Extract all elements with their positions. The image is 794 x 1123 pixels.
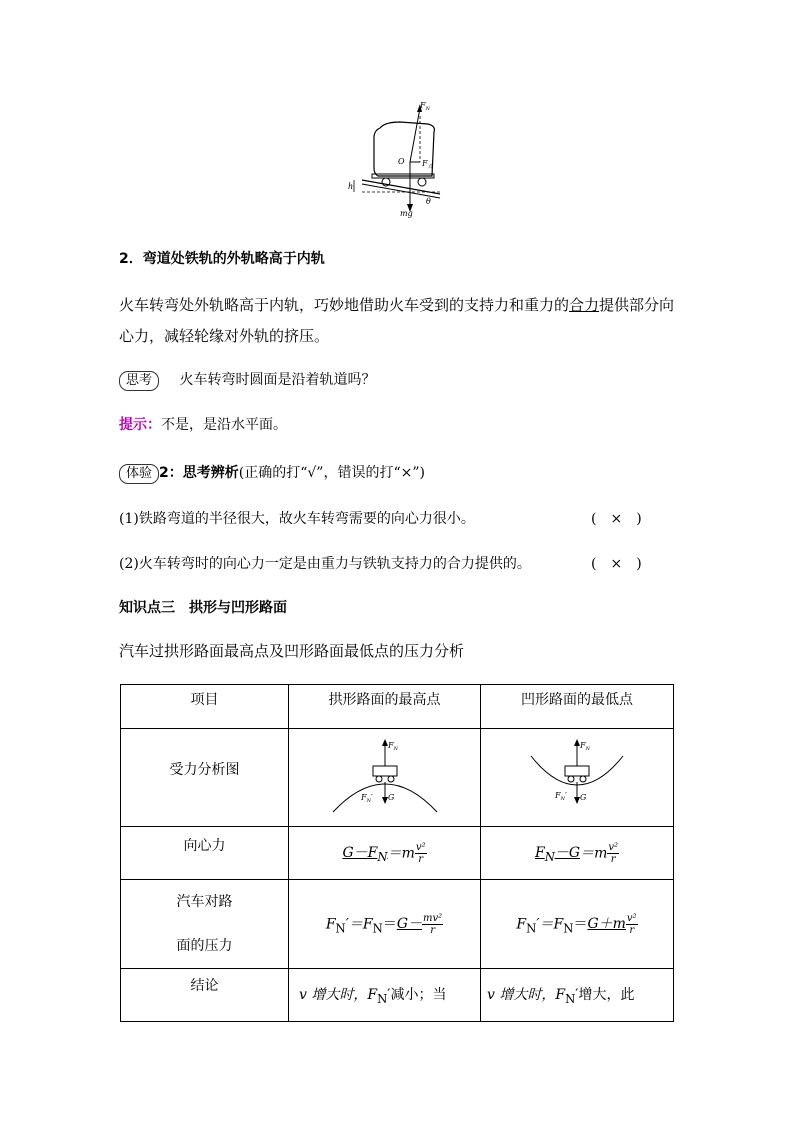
judge-answer-1: ( × ) xyxy=(591,511,642,527)
judge-item-2: (2)火车转弯时的向心力一定是由重力与铁轨支持力的合力提供的。 xyxy=(119,556,531,572)
experience-row xyxy=(119,462,425,484)
svg-text:F合: $F_合$ xyxy=(422,159,433,170)
pressure-arch-formula: $F_N'=F_N=G-$ $\frac{\text{mv²}}{r}$ xyxy=(289,880,481,969)
svg-text:G: G xyxy=(387,792,394,802)
svg-text:FN: $F_N$ xyxy=(420,101,430,112)
table-header-row xyxy=(121,685,674,729)
centripetal-label: 向心力 xyxy=(121,827,289,880)
svg-text:G: G xyxy=(580,792,587,802)
conclusion-concave: v 增大时，$F_N'$增大，此 xyxy=(481,969,674,1022)
judge-answer-2: ( × ) xyxy=(591,556,642,572)
concave-diagram-cell xyxy=(481,729,674,827)
train-banked-track-figure xyxy=(340,96,458,218)
think-row xyxy=(119,369,375,391)
hint-label: 提示： xyxy=(119,417,161,433)
think-tag: 思考 xyxy=(119,371,159,391)
experience-title: 2：思考辨析 xyxy=(159,465,239,481)
svg-text:FN′: $F_N'$ xyxy=(555,790,567,802)
fhe-label: F xyxy=(422,159,428,168)
intro-text: 汽车过拱形路面最高点及凹形路面最低点的压力分析 xyxy=(119,642,465,660)
svg-text:FN′: $F_N'$ xyxy=(360,792,373,804)
knowledge-point-heading: 知识点三 拱形与凹形路面 xyxy=(119,600,287,616)
theta-label: θ xyxy=(426,197,431,206)
section-paragraph: 火车转弯处外轨略高于内轨，巧妙地借助火车受到的支持力和重力的合力提供部分向心力，减轻轮缘对外轨的挤压。 xyxy=(119,296,675,345)
fn-label: F xyxy=(420,101,426,110)
centripetal-concave-formula: $F_N-G=m$ $\frac{\text{v²}}{r}$ xyxy=(481,827,674,880)
centripetal-arch-formula: $G-F_N=m$ $\frac{\text{v²}}{r}$ xyxy=(289,827,481,880)
header-item: 项目 xyxy=(121,685,289,729)
force-label: 受力分析图 xyxy=(121,729,289,827)
table-row-force xyxy=(121,729,674,827)
table-row-conclusion xyxy=(121,969,674,1022)
section-heading: 2．弯道处铁轨的外轨略高于内轨 xyxy=(119,251,325,267)
key-term: 合力 xyxy=(569,296,600,314)
experience-tag: 体验 xyxy=(119,464,159,484)
pressure-concave-formula: $F_N'=F_N=G+m$ $\frac{\text{v²}}{r}$ xyxy=(481,880,674,969)
h-label: h xyxy=(348,182,354,191)
mg-label: mg xyxy=(400,209,413,218)
conclusion-label: 结论 xyxy=(121,969,289,1022)
hint-text: 不是，是沿水平面。 xyxy=(161,417,287,433)
origin-label: O xyxy=(398,157,405,166)
arch-diagram-cell xyxy=(289,729,481,827)
pressure-label: 汽车对路 面的压力 xyxy=(121,880,289,969)
table-row-centripetal xyxy=(121,827,674,880)
judge-item-1: (1)铁路弯道的半径很大，故火车转弯需要的向心力很小。 xyxy=(119,511,475,527)
analysis-table xyxy=(120,684,674,1022)
hint-row xyxy=(119,414,287,434)
concave-force-diagram xyxy=(517,736,637,816)
experience-instruction: (正确的打“√”，错误的打“×”) xyxy=(238,465,425,481)
conclusion-arch: v 增大时，$F_N'$减小；当 xyxy=(289,969,481,1022)
svg-text:FN: $F_N$ xyxy=(580,740,590,752)
header-concave: 凹形路面的最低点 xyxy=(481,685,674,729)
arch-force-diagram xyxy=(325,736,445,816)
table-row-pressure xyxy=(121,880,674,969)
header-arch: 拱形路面的最高点 xyxy=(289,685,481,729)
svg-text:FN: $F_N$ xyxy=(387,740,398,752)
think-question: 火车转弯时圆面是沿着轨道吗？ xyxy=(179,372,376,388)
